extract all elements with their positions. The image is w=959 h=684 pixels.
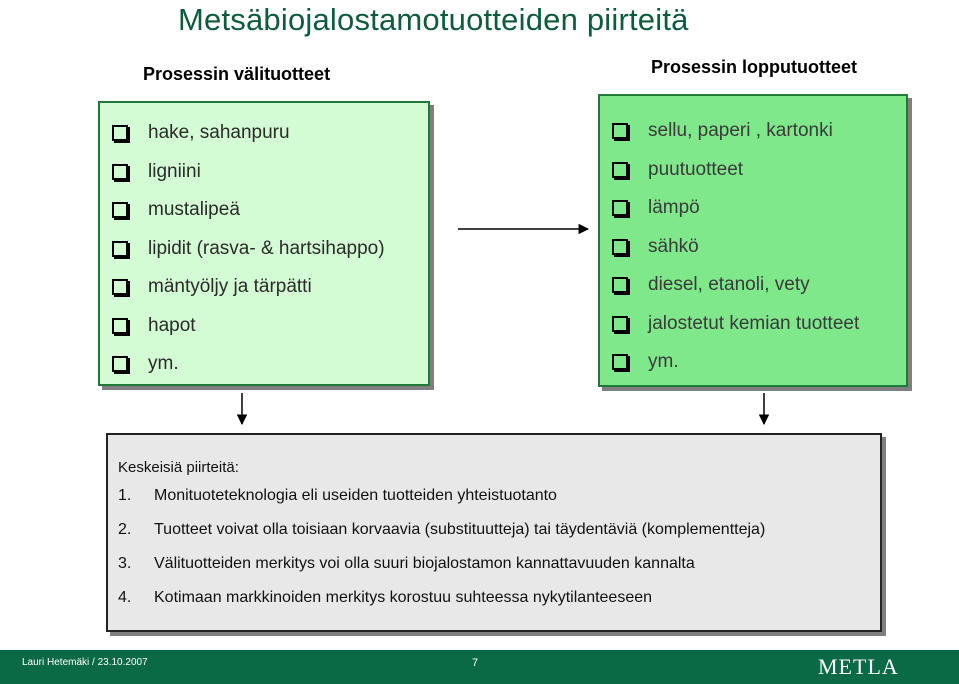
intermediate-products-heading: Prosessin välituotteet — [143, 64, 331, 84]
final-item-label: ym. — [648, 351, 679, 373]
key-feature-text: Kotimaan markkinoiden merkitys korostuu suhteessa nykytilanteeseen — [154, 589, 653, 606]
item-number: 2. — [118, 521, 132, 538]
intermediate-item-label: ym. — [148, 353, 179, 375]
item-number: 1. — [118, 487, 132, 504]
key-feature-text: Monituoteteknologia eli useiden tuotteiden yhteistuotanto — [154, 487, 557, 504]
list-item — [118, 521, 765, 555]
final-products-heading: Prosessin lopputuotteet — [651, 57, 858, 77]
intermediate-item-label: mäntyöljy ja tärpätti — [148, 276, 312, 298]
item-number: 3. — [118, 555, 132, 572]
key-features-box — [106, 433, 882, 632]
final-item-label: jalostetut kemian tuotteet — [648, 312, 860, 334]
intermediate-item-label: lipidit (rasva- & hartsihappo) — [148, 237, 385, 259]
footer-author: Lauri Hetemäki / 23.10.2007 — [22, 657, 148, 668]
key-features-heading: Keskeisiä piirteitä: — [118, 459, 239, 476]
list-item — [118, 589, 765, 623]
footer-bar — [0, 650, 959, 684]
intermediate-item-label: mustalipeä — [148, 199, 240, 221]
final-item-label: lämpö — [648, 197, 700, 219]
list-item — [118, 487, 765, 521]
final-item-label: diesel, etanoli, vety — [648, 274, 810, 296]
final-item-label: sellu, paperi , kartonki — [648, 120, 833, 142]
list-item — [118, 555, 765, 589]
final-item-label: puutuotteet — [648, 158, 744, 180]
final-item-label: sähkö — [648, 235, 699, 257]
intermediate-item-label: ligniini — [148, 160, 201, 182]
page-title: Metsäbiojalostamotuotteiden piirteitä — [178, 2, 689, 37]
intermediate-item-label: hake, sahanpuru — [148, 122, 290, 144]
key-feature-text: Välituotteiden merkitys voi olla suuri biojalostamon kannattavuuden kannalta — [154, 555, 695, 572]
intermediate-item-label: hapot — [148, 314, 196, 336]
key-feature-text: Tuotteet voivat olla toisiaan korvaavia (substituutteja) tai täydentäviä (komplementteja) — [154, 521, 766, 538]
page-number: 7 — [472, 657, 479, 669]
metla-logo: METLA — [818, 654, 899, 679]
item-number: 4. — [118, 589, 132, 606]
